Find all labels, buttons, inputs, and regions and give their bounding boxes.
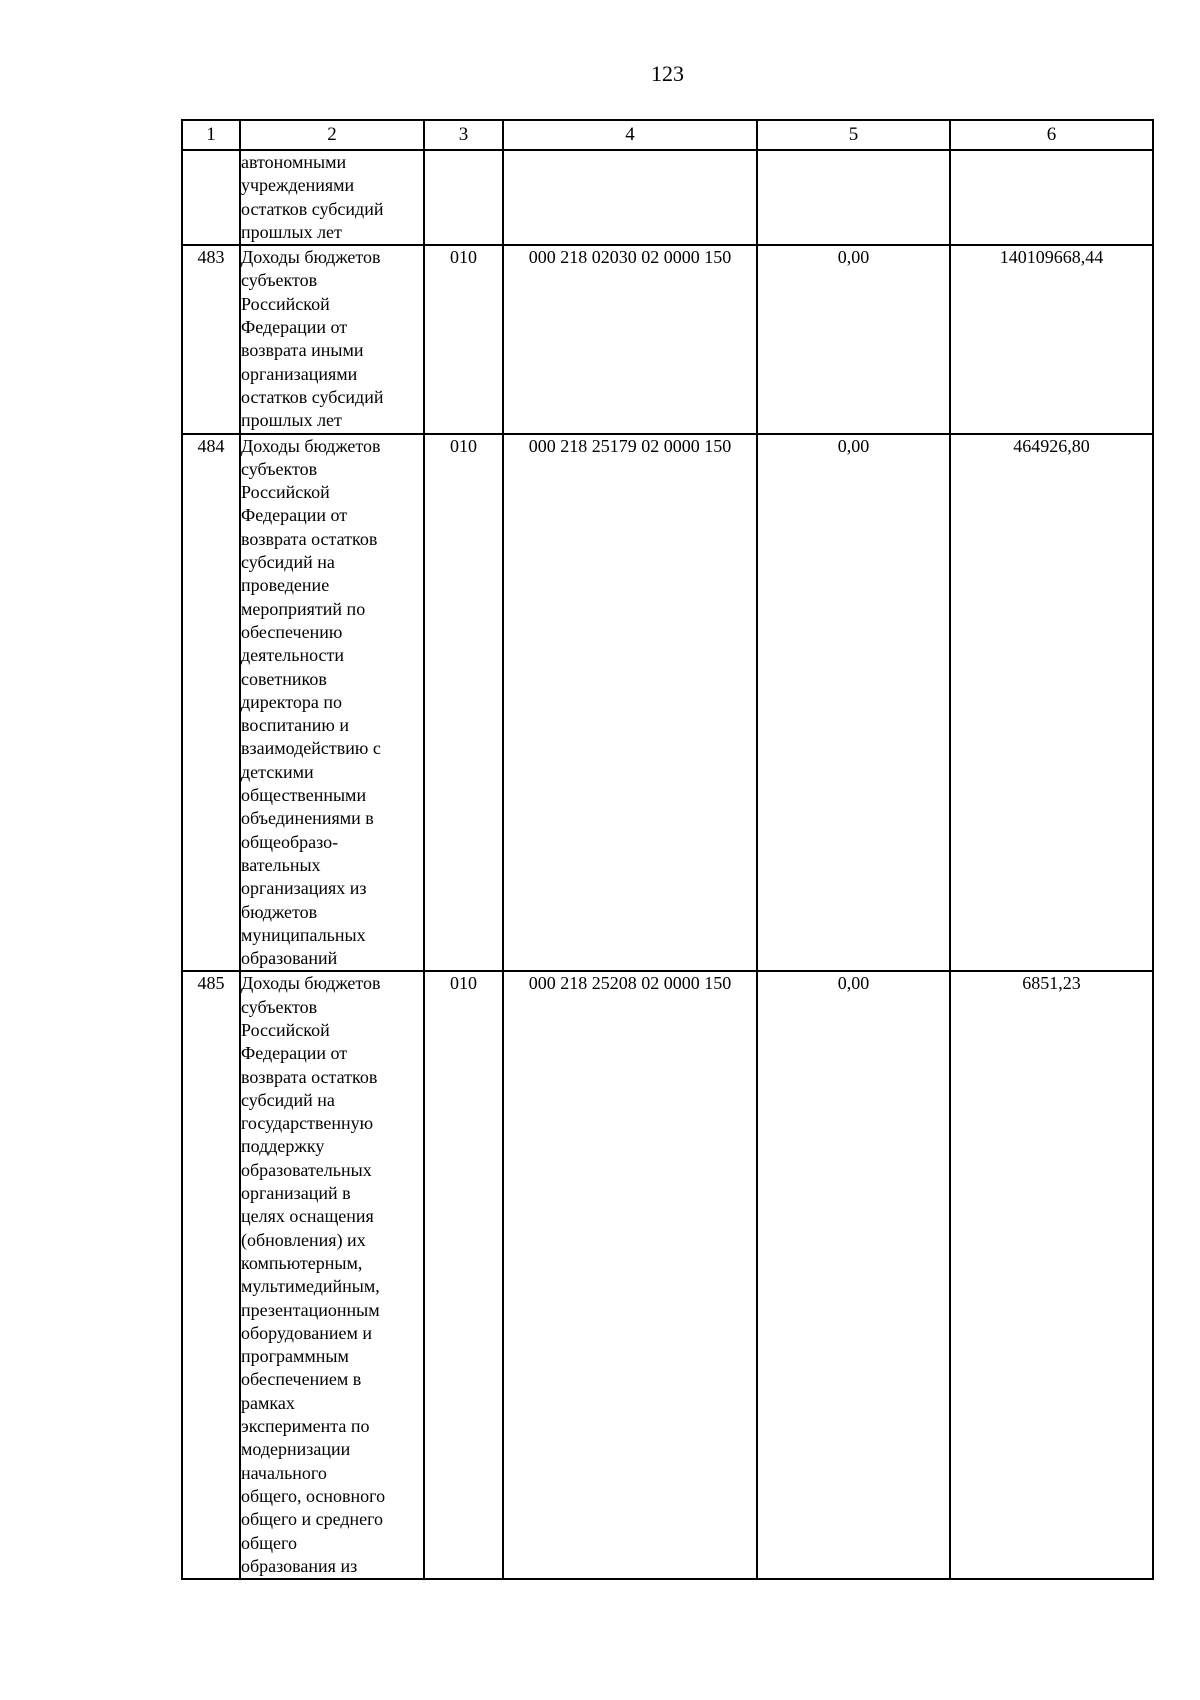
- row-name-line: общего и среднего: [241, 1509, 384, 1530]
- table-header-row: [182, 120, 1153, 150]
- row-name-line: Доходы бюджетов: [241, 247, 381, 268]
- row-name-line: общеобразо-: [241, 831, 339, 852]
- row-name: [240, 150, 424, 245]
- row-name-line: бюджетов: [241, 901, 318, 922]
- column-header: 5: [757, 120, 950, 150]
- row-name-line: возврата иными: [241, 340, 364, 361]
- row-value-6: 140109668,44: [950, 245, 1153, 433]
- row-name-line: учреждениями: [241, 175, 355, 196]
- row-name-line: эксперимента по: [241, 1416, 370, 1437]
- row-name-line: (обновления) их: [241, 1229, 366, 1250]
- row-name-line: субсидий на: [241, 1089, 335, 1110]
- row-name-line: презентационным: [241, 1299, 380, 1320]
- row-kbk: [503, 150, 757, 245]
- row-name-line: общего, основного: [241, 1485, 386, 1506]
- row-name-line: образовательных: [241, 1159, 372, 1180]
- row-value-5: [757, 150, 950, 245]
- row-name-line: проведение: [241, 575, 330, 596]
- row-name-line: взаимодействию с: [241, 738, 381, 759]
- row-number: [182, 150, 240, 245]
- row-name-line: возврата остатков: [241, 528, 378, 549]
- row-name-line: остатков субсидий: [241, 386, 384, 407]
- row-name-line: общего: [241, 1532, 297, 1553]
- table-row: [182, 971, 1153, 1579]
- row-name-line: организациях из: [241, 878, 367, 899]
- row-number: 483: [182, 245, 240, 433]
- row-name-line: прошлых лет: [241, 221, 342, 242]
- row-value-5: 0,00: [757, 971, 950, 1579]
- row-name-line: Федерации от: [241, 317, 348, 338]
- row-name-line: директора по: [241, 691, 343, 712]
- row-name-line: обеспечению: [241, 621, 343, 642]
- row-name-line: обеспечением в: [241, 1369, 362, 1390]
- column-header: 1: [182, 120, 240, 150]
- row-name-line: автономными: [241, 152, 347, 172]
- row-code: [424, 150, 503, 245]
- column-header: 3: [424, 120, 503, 150]
- row-name-line: прошлых лет: [241, 410, 342, 431]
- row-kbk: 000 218 02030 02 0000 150: [503, 245, 757, 433]
- column-header: 2: [240, 120, 424, 150]
- row-name-line: оборудованием и: [241, 1322, 372, 1343]
- row-name-line: мультимедийным,: [241, 1276, 380, 1297]
- row-code: 010: [424, 971, 503, 1579]
- row-name-line: деятельности: [241, 645, 345, 666]
- row-name-line: поддержку: [241, 1136, 325, 1157]
- row-name-line: остатков субсидий: [241, 198, 384, 219]
- row-name: [240, 245, 424, 433]
- row-name-line: возврата остатков: [241, 1066, 378, 1087]
- row-name: [240, 971, 424, 1579]
- row-value-5: 0,00: [757, 434, 950, 972]
- row-code: 010: [424, 434, 503, 972]
- row-name: [240, 434, 424, 972]
- row-name-line: Доходы бюджетов: [241, 973, 381, 994]
- row-name-line: мероприятий по: [241, 598, 366, 619]
- row-value-5: 0,00: [757, 245, 950, 433]
- row-name-line: объединениями в: [241, 808, 374, 829]
- row-name-line: Российской: [241, 1019, 330, 1040]
- row-name-line: субъектов: [241, 458, 318, 479]
- row-value-6: 464926,80: [950, 434, 1153, 972]
- row-name-line: субъектов: [241, 270, 318, 291]
- row-name-line: вательных: [241, 854, 321, 875]
- row-name-line: модернизации: [241, 1439, 351, 1460]
- row-name-line: советников: [241, 668, 327, 689]
- row-name-line: начального: [241, 1462, 327, 1483]
- row-kbk: 000 218 25208 02 0000 150: [503, 971, 757, 1579]
- row-name-line: программным: [241, 1346, 349, 1367]
- row-name-line: организаций в: [241, 1183, 351, 1204]
- column-header: 6: [950, 120, 1153, 150]
- row-name-line: Федерации от: [241, 1043, 348, 1064]
- row-number: 484: [182, 434, 240, 972]
- row-value-6: 6851,23: [950, 971, 1153, 1579]
- row-kbk: 000 218 25179 02 0000 150: [503, 434, 757, 972]
- column-header: 4: [503, 120, 757, 150]
- row-name-line: образований: [241, 948, 338, 969]
- row-name-line: государственную: [241, 1113, 374, 1134]
- row-name-line: субъектов: [241, 996, 318, 1017]
- table-row: [182, 245, 1153, 433]
- row-name-line: образования из: [241, 1555, 358, 1576]
- row-name-line: целях оснащения: [241, 1206, 374, 1227]
- row-name-line: организациями: [241, 363, 358, 384]
- row-name-line: общественными: [241, 785, 367, 806]
- budget-table: [181, 119, 1154, 1580]
- row-name-line: детскими: [241, 761, 314, 782]
- row-name-line: рамках: [241, 1392, 295, 1413]
- table-row: [182, 434, 1153, 972]
- table-row-continuation: [182, 150, 1153, 245]
- row-value-6: [950, 150, 1153, 245]
- row-name-line: субсидий на: [241, 552, 335, 573]
- row-name-line: Федерации от: [241, 505, 348, 526]
- row-name-line: муниципальных: [241, 924, 366, 945]
- row-name-line: компьютерным,: [241, 1252, 363, 1273]
- row-name-line: воспитанию и: [241, 715, 349, 736]
- row-name-line: Российской: [241, 293, 330, 314]
- page-number: 123: [651, 61, 684, 86]
- row-name-line: Российской: [241, 482, 330, 503]
- row-number: 485: [182, 971, 240, 1579]
- row-code: 010: [424, 245, 503, 433]
- row-name-line: Доходы бюджетов: [241, 435, 381, 456]
